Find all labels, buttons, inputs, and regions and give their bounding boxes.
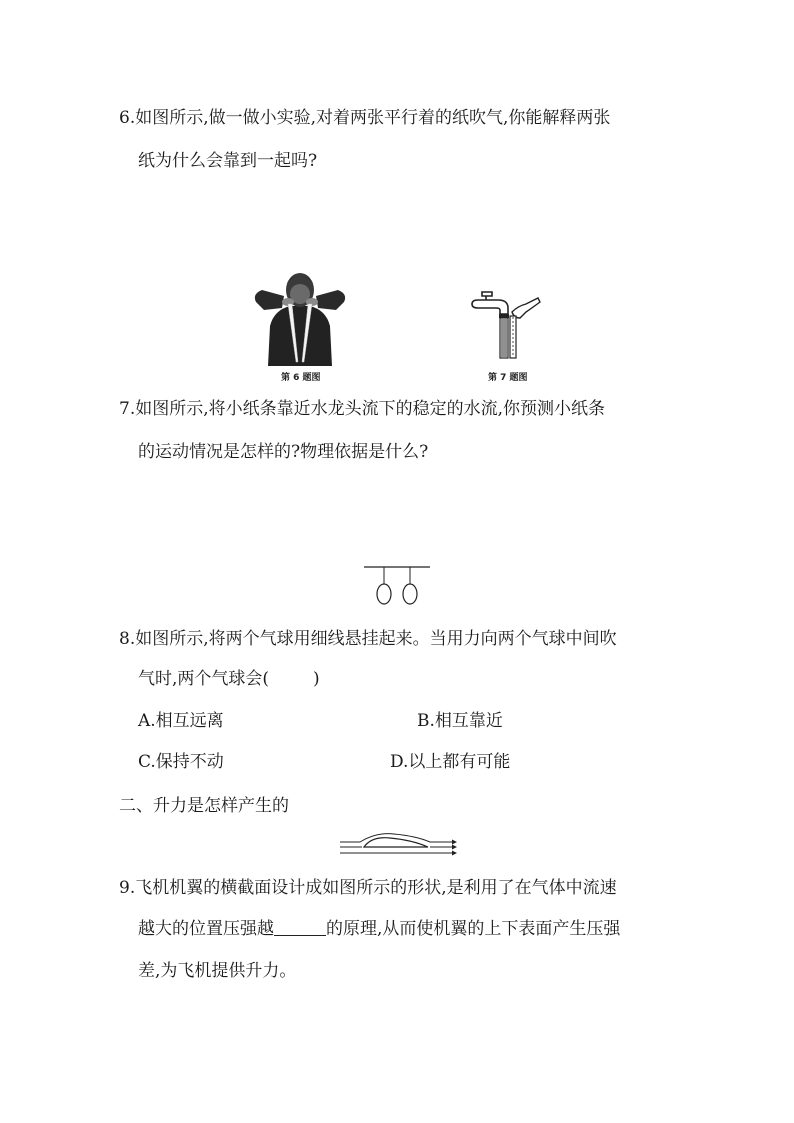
q7-line-1: 7.如图所示,将小纸条靠近水龙头流下的稳定的水流,你预测小纸条: [119, 399, 606, 419]
q9-line-3: 差,为飞机提供升力。: [138, 961, 297, 981]
q8-line-2: [138, 668, 320, 690]
q6-figure-caption: 第 6 题图: [281, 373, 321, 383]
q6-figure-photo: [250, 266, 350, 366]
q8-option-d: D.以上都有可能: [390, 752, 511, 772]
q8-option-c: C.保持不动: [138, 752, 224, 772]
q9-figure-wing: [338, 830, 458, 860]
q9-line-2-end: 的原理,从而使机翼的上下表面产生压强: [326, 919, 621, 939]
q9-answer-blank[interactable]: [274, 919, 326, 936]
q8-line-2-text: 气时,两个气球会(: [138, 669, 270, 689]
section-2-title: 二、升力是怎样产生的: [119, 796, 289, 816]
q7-figure-faucet: [468, 288, 544, 364]
q9-line-1: 9.飞机机翼的横截面设计成如图所示的形状,是利用了在气体中流速: [119, 878, 617, 898]
q7-figure-caption: 第 7 题图: [488, 373, 528, 383]
q7-line-2: 的运动情况是怎样的?物理依据是什么?: [138, 442, 429, 462]
q6-line-1: 6.如图所示,做一做小实验,对着两张平行着的纸吹气,你能解释两张: [119, 108, 611, 128]
q8-figure-balloons: [360, 560, 432, 608]
q8-line-1: 8.如图所示,将两个气球用细线悬挂起来。当用力向两个气球中间吹: [119, 629, 617, 649]
q6-line-2: 纸为什么会靠到一起吗?: [138, 151, 318, 171]
q8-option-a: A.相互远离: [138, 711, 224, 731]
q8-paren-close: ): [313, 669, 320, 689]
q8-option-b: B.相互靠近: [417, 711, 503, 731]
q9-line-2: [138, 918, 620, 940]
q9-line-2-start: 越大的位置压强越: [138, 919, 274, 939]
